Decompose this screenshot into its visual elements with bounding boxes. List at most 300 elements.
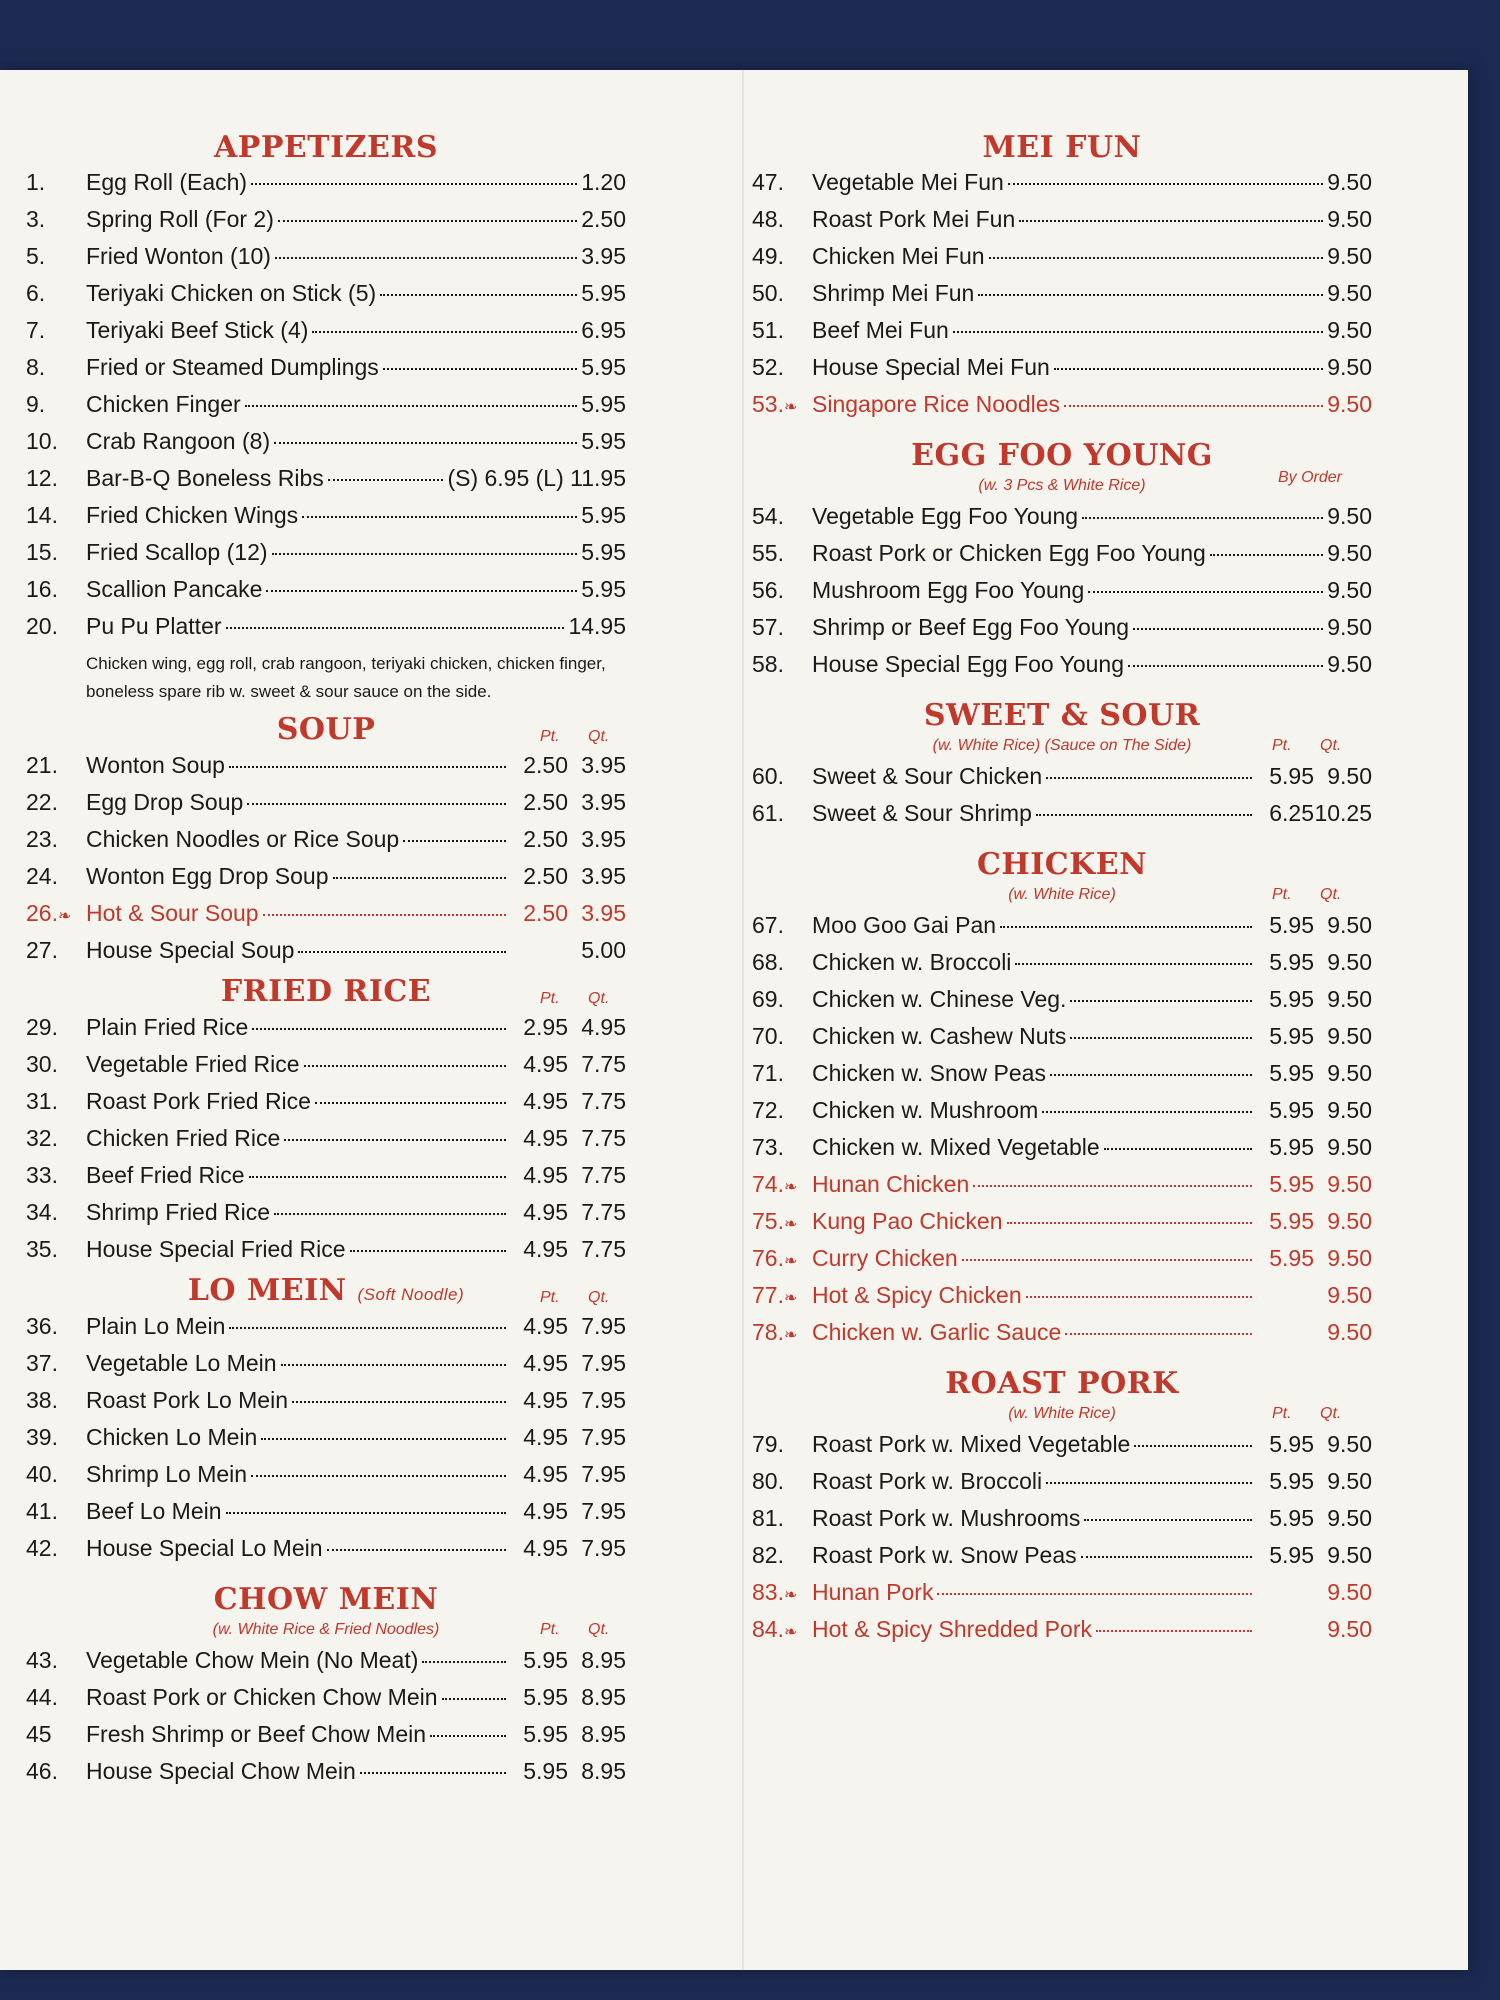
- price-value: 9.50: [1327, 391, 1372, 417]
- item-number: [752, 949, 812, 976]
- item-price: [1256, 763, 1372, 790]
- chicken-note: (w. White Rice): [1008, 886, 1116, 903]
- item-price: [581, 206, 626, 233]
- menu-item: [752, 1245, 1372, 1282]
- dot-leader: [247, 803, 506, 805]
- item-number: [752, 206, 812, 233]
- menu-item: [26, 428, 626, 465]
- item-number: [752, 1579, 812, 1606]
- dot-leader: [1070, 1037, 1252, 1039]
- dot-leader: [278, 220, 577, 222]
- item-number: [26, 1125, 86, 1152]
- item-price: [510, 1350, 626, 1377]
- item-price: [1327, 206, 1372, 233]
- price-value: 1.20: [581, 169, 626, 195]
- menu-item: [26, 576, 626, 613]
- item-name: Fried Chicken Wings: [86, 502, 299, 528]
- item-number: [752, 503, 812, 530]
- hot-pepper-icon: ❧: [783, 1327, 798, 1344]
- lo-mein-list: [26, 1313, 626, 1572]
- menu-item: [752, 763, 1372, 800]
- price-pint: 4.95: [523, 1498, 568, 1524]
- item-price: [1256, 800, 1372, 827]
- menu-item: [752, 1431, 1372, 1468]
- sweet-sour-list: [752, 763, 1372, 837]
- menu-item: [26, 1162, 626, 1199]
- item-number-text: 31.: [26, 1088, 58, 1114]
- dot-leader: [1026, 1296, 1252, 1298]
- menu-item: [752, 1097, 1372, 1134]
- item-number-text: 82.: [752, 1542, 784, 1568]
- item-name: Bar-B-Q Boneless Ribs: [86, 465, 324, 491]
- price-quart: 7.95: [581, 1313, 626, 1339]
- menu-item: [26, 391, 626, 428]
- dot-leader: [350, 1250, 506, 1252]
- price-pint: 6.25: [1269, 800, 1314, 826]
- item-price: [510, 1051, 626, 1078]
- dot-leader: [226, 1512, 506, 1514]
- dot-leader: [360, 1772, 506, 1774]
- item-price: [581, 391, 626, 418]
- item-price: [581, 243, 626, 270]
- item-price: [1256, 1023, 1372, 1050]
- item-price: [510, 789, 626, 816]
- by-order-label: By Order: [1277, 469, 1342, 486]
- item-name: Hunan Chicken: [812, 1171, 970, 1197]
- section-title-mei-fun: MEI FUN: [982, 130, 1142, 165]
- item-price: [1327, 280, 1372, 307]
- menu-item: [26, 1125, 626, 1162]
- hot-pepper-icon: ❧: [783, 1179, 798, 1196]
- page-fold: [742, 70, 744, 1970]
- item-number-text: 55.: [752, 540, 784, 566]
- hot-pepper-icon: ❧: [783, 1216, 798, 1233]
- item-name: Mushroom Egg Foo Young: [812, 577, 1085, 603]
- dot-leader: [937, 1593, 1252, 1595]
- price-pint: 5.95: [1269, 912, 1314, 938]
- item-number-text: 29.: [26, 1014, 58, 1040]
- item-number-text: 69.: [752, 986, 784, 1012]
- dot-leader: [245, 405, 578, 407]
- price-pint: 4.95: [523, 1236, 568, 1262]
- dot-leader: [251, 1475, 506, 1477]
- dot-leader: [1046, 777, 1252, 779]
- appetizers-list: [26, 169, 626, 650]
- item-number: [26, 391, 86, 418]
- price-pint: 4.95: [523, 1088, 568, 1114]
- price-pint: 5.95: [1269, 1245, 1314, 1271]
- item-number: [752, 577, 812, 604]
- menu-item: [752, 280, 1372, 317]
- hot-pepper-icon: ❧: [783, 399, 798, 416]
- item-number-text: 24.: [26, 863, 58, 889]
- item-number-text: 68.: [752, 949, 784, 975]
- price-quart: 7.95: [581, 1424, 626, 1450]
- price-quart: 9.50: [1327, 1060, 1372, 1086]
- menu-item: [26, 900, 626, 937]
- item-name: Roast Pork w. Broccoli: [812, 1468, 1043, 1494]
- item-number-text: 45: [26, 1721, 52, 1747]
- price-pint: 2.50: [523, 752, 568, 778]
- menu-item: [26, 465, 626, 502]
- item-price: [1256, 1505, 1372, 1532]
- price-quart: 9.50: [1327, 1505, 1372, 1531]
- item-number: [26, 1014, 86, 1041]
- dot-leader: [1019, 220, 1323, 222]
- item-name: Vegetable Chow Mein (No Meat): [86, 1647, 419, 1673]
- item-number: [752, 354, 812, 381]
- menu-item: [26, 1498, 626, 1535]
- dot-leader: [442, 1698, 506, 1700]
- qt-header: Qt.: [588, 990, 610, 1007]
- item-name: Spring Roll (For 2): [86, 206, 274, 232]
- item-number: [26, 1498, 86, 1525]
- price-pint: 4.95: [523, 1387, 568, 1413]
- item-name: Vegetable Fried Rice: [86, 1051, 300, 1077]
- dot-leader: [272, 553, 578, 555]
- item-number-text: 3.: [26, 206, 46, 232]
- pu-pu-platter-description: Chicken wing, egg roll, crab rangoon, teriyaki chicken, chicken finger, boneless spare rib w. sweet & sour sauce on the side.: [86, 654, 606, 701]
- item-price: [581, 169, 626, 196]
- item-number: [752, 1097, 812, 1124]
- item-number-text: 23.: [26, 826, 58, 852]
- price-quart: 9.50: [1327, 1097, 1372, 1123]
- item-number-text: 57.: [752, 614, 784, 640]
- pt-header: Pt.: [540, 1289, 560, 1306]
- dot-leader: [1036, 814, 1252, 816]
- dot-leader: [333, 877, 506, 879]
- item-name: Wonton Egg Drop Soup: [86, 863, 329, 889]
- item-name: Shrimp Mei Fun: [812, 280, 975, 306]
- price-pint: 2.50: [523, 900, 568, 926]
- dot-leader: [1133, 628, 1323, 630]
- price-pint: 5.95: [1269, 1060, 1314, 1086]
- dot-leader: [249, 1176, 506, 1178]
- menu-item: [26, 280, 626, 317]
- price-quart: 9.50: [1327, 1468, 1372, 1494]
- item-name: Fresh Shrimp or Beef Chow Mein: [86, 1721, 427, 1747]
- item-number-text: 51.: [752, 317, 784, 343]
- item-name: Pu Pu Platter: [86, 613, 222, 639]
- dot-leader: [380, 294, 577, 296]
- item-name: Sweet & Sour Shrimp: [812, 800, 1032, 826]
- item-price: [581, 502, 626, 529]
- item-name: Chicken Finger: [86, 391, 241, 417]
- price-value: 2.50: [581, 206, 626, 232]
- price-pint: 5.95: [1269, 1171, 1314, 1197]
- menu-item: [752, 1023, 1372, 1060]
- item-number: [752, 1060, 812, 1087]
- item-name: Chicken w. Mixed Vegetable: [812, 1134, 1100, 1160]
- lo-mein-subtitle: (Soft Noodle): [357, 1285, 465, 1304]
- item-name: House Special Lo Mein: [86, 1535, 323, 1561]
- item-price: [1256, 1542, 1372, 1569]
- price-pint: 4.95: [523, 1162, 568, 1188]
- dot-leader: [229, 1327, 506, 1329]
- item-number: [752, 614, 812, 641]
- item-number: [26, 169, 86, 196]
- price-pint: 5.95: [1269, 1208, 1314, 1234]
- dot-leader: [315, 1102, 506, 1104]
- item-name: Chicken w. Mushroom: [812, 1097, 1039, 1123]
- item-number: [26, 1424, 86, 1451]
- item-number: [26, 900, 86, 927]
- item-price: [1327, 391, 1372, 418]
- price-quart: 7.75: [581, 1162, 626, 1188]
- dot-leader: [1042, 1111, 1252, 1113]
- price-pint: 5.95: [1269, 1023, 1314, 1049]
- item-number-text: 77.: [752, 1282, 784, 1308]
- item-number-text: 71.: [752, 1060, 784, 1086]
- price-pint: 4.95: [523, 1125, 568, 1151]
- section-title-fried-rice: FRIED RICE: [220, 974, 432, 1009]
- soup-list: [26, 752, 626, 974]
- item-name: Curry Chicken: [812, 1245, 958, 1271]
- item-name: Egg Roll (Each): [86, 169, 248, 195]
- item-number: [752, 1245, 812, 1272]
- dot-leader: [1128, 665, 1323, 667]
- item-number-text: 26.: [26, 900, 58, 926]
- item-name: Roast Pork w. Snow Peas: [812, 1542, 1077, 1568]
- item-price: [510, 1125, 626, 1152]
- menu-item: [752, 577, 1372, 614]
- menu-item: [26, 1014, 626, 1051]
- item-number: [752, 391, 812, 418]
- item-number: [752, 1134, 812, 1161]
- item-number: [26, 206, 86, 233]
- item-name: Shrimp or Beef Egg Foo Young: [812, 614, 1130, 640]
- item-number: [26, 1236, 86, 1263]
- item-number: [26, 1461, 86, 1488]
- price-quart: 7.75: [581, 1199, 626, 1225]
- price-quart: 7.95: [581, 1350, 626, 1376]
- egg-foo-young-note-row: [752, 469, 1372, 503]
- price-pint: 5.95: [1269, 949, 1314, 975]
- item-price: [1256, 1319, 1372, 1346]
- price-quart: 5.00: [581, 937, 626, 963]
- qt-header: Qt.: [588, 1621, 610, 1638]
- menu-item: [752, 540, 1372, 577]
- section-title-sweet-sour: SWEET & SOUR: [923, 698, 1201, 733]
- dot-leader: [1088, 591, 1323, 593]
- section-title-egg-foo-young: EGG FOO YOUNG: [911, 438, 1213, 473]
- lo-mein-title: LO MEIN: [187, 1273, 347, 1308]
- item-number-text: 60.: [752, 763, 784, 789]
- item-name: Wonton Soup: [86, 752, 225, 778]
- item-name: Roast Pork w. Mushrooms: [812, 1505, 1081, 1531]
- dot-leader: [1054, 368, 1323, 370]
- item-price: [510, 1535, 626, 1562]
- item-price: [1256, 949, 1372, 976]
- price-pint: 5.95: [1269, 1542, 1314, 1568]
- item-number-text: 5.: [26, 243, 46, 269]
- price-quart: 3.95: [581, 900, 626, 926]
- price-quart: 9.50: [1327, 1282, 1372, 1308]
- pt-header: Pt.: [540, 990, 560, 1007]
- item-price: [1256, 912, 1372, 939]
- price-value: 9.50: [1327, 243, 1372, 269]
- item-price: [510, 1424, 626, 1451]
- item-number: [26, 1684, 86, 1711]
- menu-item: [752, 1468, 1372, 1505]
- price-value: 9.50: [1327, 354, 1372, 380]
- price-value: 9.50: [1327, 577, 1372, 603]
- menu-item: [26, 863, 626, 900]
- item-number: [26, 1162, 86, 1189]
- item-number-text: 33.: [26, 1162, 58, 1188]
- dot-leader: [261, 1438, 506, 1440]
- menu-item: [26, 1387, 626, 1424]
- menu-item: [752, 1282, 1372, 1319]
- dot-leader: [229, 766, 506, 768]
- price-quart: 7.75: [581, 1088, 626, 1114]
- price-quart: 9.50: [1327, 1023, 1372, 1049]
- qt-header: Qt.: [588, 728, 610, 745]
- item-number-text: 7.: [26, 317, 46, 343]
- item-price: [510, 1088, 626, 1115]
- price-value: 5.95: [581, 502, 626, 528]
- chow-mein-list: [26, 1647, 626, 1795]
- fried-rice-list: [26, 1014, 626, 1273]
- menu-item: [752, 1616, 1372, 1653]
- item-number: [26, 354, 86, 381]
- item-number: [26, 1721, 86, 1748]
- item-price: [1256, 1097, 1372, 1124]
- price-value: 5.95: [581, 280, 626, 306]
- menu-item: [26, 539, 626, 576]
- item-price: [1256, 986, 1372, 1013]
- item-number-text: 84.: [752, 1616, 784, 1642]
- item-name: Roast Pork or Chicken Egg Foo Young: [812, 540, 1206, 566]
- chicken-list: [752, 912, 1372, 1356]
- item-name: House Special Mei Fun: [812, 354, 1050, 380]
- dot-leader: [328, 479, 444, 481]
- item-name: Teriyaki Beef Stick (4): [86, 317, 309, 343]
- item-price: [581, 576, 626, 603]
- price-quart: 9.50: [1327, 1431, 1372, 1457]
- item-name: Hot & Spicy Shredded Pork: [812, 1616, 1092, 1642]
- price-quart: 7.75: [581, 1236, 626, 1262]
- section-title-roast-pork: ROAST PORK: [945, 1366, 1179, 1401]
- item-number: [752, 317, 812, 344]
- item-name: Singapore Rice Noodles: [812, 391, 1061, 417]
- menu-item: [26, 1199, 626, 1236]
- egg-foo-young-note: (w. 3 Pcs & White Rice): [978, 477, 1146, 494]
- item-number-text: 47.: [752, 169, 784, 195]
- item-name: Chicken Mei Fun: [812, 243, 985, 269]
- item-price: [1256, 1282, 1372, 1309]
- item-number: [26, 1088, 86, 1115]
- item-number: [26, 1350, 86, 1377]
- item-name: Beef Fried Rice: [86, 1162, 245, 1188]
- menu-item: [26, 1236, 626, 1273]
- qt-header: Qt.: [588, 1289, 610, 1306]
- dot-leader: [226, 627, 565, 629]
- item-number-text: 21.: [26, 752, 58, 778]
- menu-item: [26, 1758, 626, 1795]
- price-value: 5.95: [581, 576, 626, 602]
- dot-leader: [281, 1364, 506, 1366]
- item-number-text: 14.: [26, 502, 58, 528]
- item-number-text: 76.: [752, 1245, 784, 1271]
- dot-leader: [989, 257, 1324, 259]
- item-name: Kung Pao Chicken: [812, 1208, 1003, 1234]
- price-pint: 4.95: [523, 1424, 568, 1450]
- item-number-text: 35.: [26, 1236, 58, 1262]
- item-name: Fried Wonton (10): [86, 243, 271, 269]
- item-price: [1256, 1245, 1372, 1272]
- item-number-text: 15.: [26, 539, 58, 565]
- item-name: Chicken w. Garlic Sauce: [812, 1319, 1062, 1345]
- item-price: [1327, 540, 1372, 567]
- item-price: [1327, 503, 1372, 530]
- item-price: [581, 539, 626, 566]
- chow-mein-note: (w. White Rice & Fried Noodles): [212, 1621, 440, 1638]
- dot-leader: [1064, 405, 1323, 407]
- item-name: Roast Pork Lo Mein: [86, 1387, 288, 1413]
- price-value: 9.50: [1327, 317, 1372, 343]
- price-pint: 5.95: [1269, 1097, 1314, 1123]
- item-price: [1327, 317, 1372, 344]
- item-name: Roast Pork or Chicken Chow Mein: [86, 1684, 438, 1710]
- menu-item: [26, 243, 626, 280]
- price-pint: 4.95: [523, 1199, 568, 1225]
- item-number: [26, 863, 86, 890]
- item-number: [752, 1208, 812, 1235]
- item-price: [447, 465, 626, 492]
- menu-item: [26, 317, 626, 354]
- item-number: [752, 1319, 812, 1346]
- dot-leader: [1134, 1445, 1252, 1447]
- dot-leader: [1000, 926, 1252, 928]
- menu-item: [26, 1535, 626, 1572]
- fried-rice-header: [26, 974, 626, 1014]
- item-number: [26, 465, 86, 492]
- item-price: [1256, 1431, 1372, 1458]
- item-price: [581, 280, 626, 307]
- price-pint: 2.95: [523, 1014, 568, 1040]
- price-pint: 5.95: [1269, 763, 1314, 789]
- item-number: [752, 1542, 812, 1569]
- roast-pork-list: [752, 1431, 1372, 1653]
- item-name: Scallion Pancake: [86, 576, 263, 602]
- price-quart: 9.50: [1327, 1579, 1372, 1605]
- item-number: [26, 1647, 86, 1674]
- price-quart: 3.95: [581, 789, 626, 815]
- price-pint: 5.95: [523, 1721, 568, 1747]
- dot-leader: [252, 1028, 506, 1030]
- item-number-text: 67.: [752, 912, 784, 938]
- menu-item: [26, 354, 626, 391]
- item-price: [1327, 354, 1372, 381]
- item-price: [510, 1758, 626, 1785]
- item-number-text: 81.: [752, 1505, 784, 1531]
- item-price: [510, 1647, 626, 1674]
- item-number-text: 10.: [26, 428, 58, 454]
- price-quart: 9.50: [1327, 1542, 1372, 1568]
- item-price: [510, 1684, 626, 1711]
- item-number-text: 80.: [752, 1468, 784, 1494]
- item-price: [510, 1014, 626, 1041]
- item-number: [752, 1468, 812, 1495]
- item-number-text: 78.: [752, 1319, 784, 1345]
- item-price: [510, 937, 626, 964]
- price-pint: 4.95: [523, 1535, 568, 1561]
- menu-item: [26, 1088, 626, 1125]
- item-number-text: 61.: [752, 800, 784, 826]
- pt-header: Pt.: [540, 728, 560, 745]
- item-number: [26, 243, 86, 270]
